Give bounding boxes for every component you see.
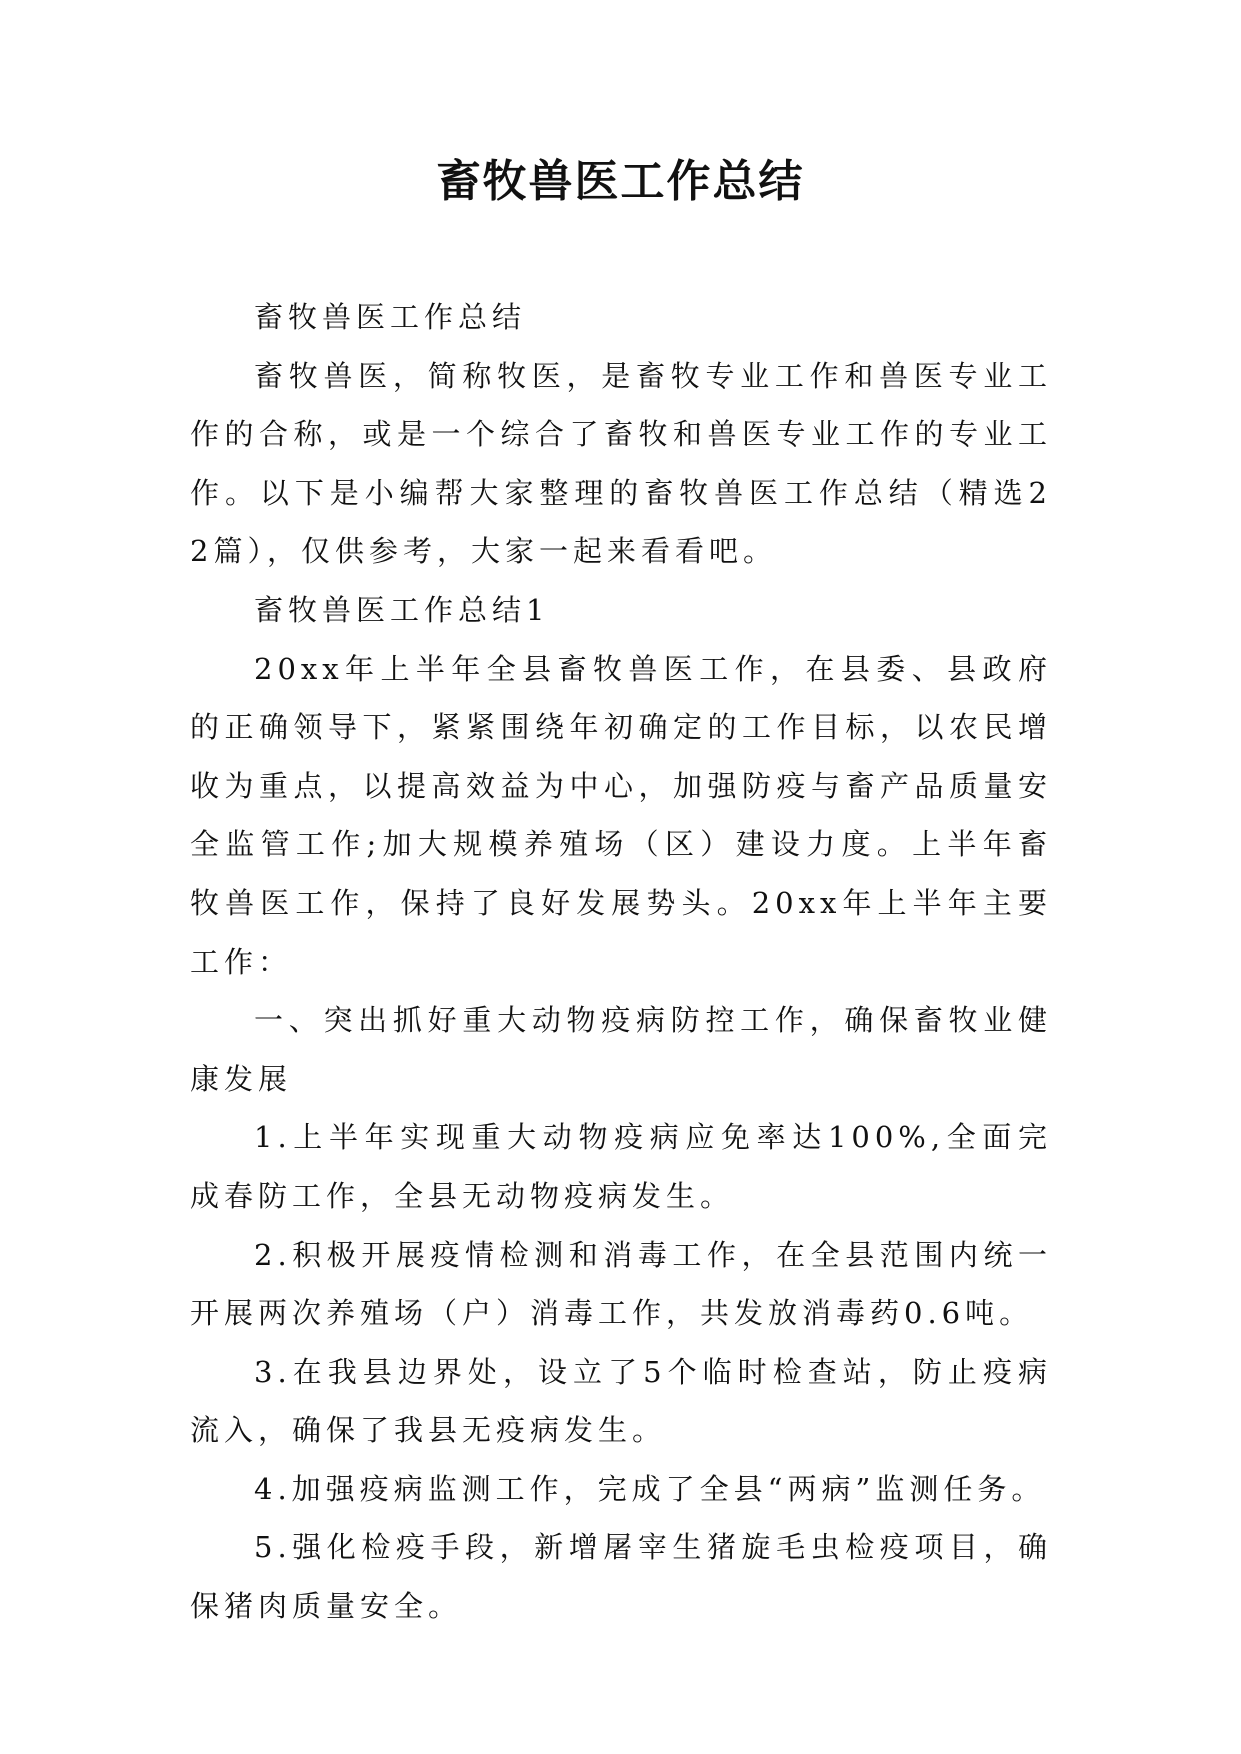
paragraph-item-3: 3.在我县边界处，设立了5个临时检查站，防止疫病流入，确保了我县无疫病发生。 xyxy=(190,1354,1052,1448)
paragraph-section-heading: 畜牧兽医工作总结1 xyxy=(254,592,550,627)
paragraph-item-5: 5.强化检疫手段，新增屠宰生猪旋毛虫检疫项目，确保猪肉质量安全。 xyxy=(190,1530,1052,1624)
paragraph-intro: 畜牧兽医，简称牧医，是畜牧专业工作和兽医专业工作的合称，或是一个综合了畜牧和兽医专业工作的专业工作。以下是小编帮大家整理的畜牧兽医工作总结（精选22篇），仅供参考，大家一起来看看吧。 xyxy=(190,358,1052,569)
paragraph-item-2: 2.积极开展疫情检测和消毒工作，在全县范围内统一开展两次养殖场（户）消毒工作，共发放消毒药0.6吨。 xyxy=(190,1237,1052,1331)
paragraph-item-1: 1.上半年实现重大动物疫病应免率达100%,全面完成春防工作，全县无动物疫病发生。 xyxy=(190,1120,1052,1213)
paragraph-heading-one: 一、突出抓好重大动物疫病防控工作，确保畜牧业健康发展 xyxy=(190,1003,1052,1096)
paragraph-subtitle: 畜牧兽医工作总结 xyxy=(254,300,527,334)
document-body xyxy=(190,288,1052,1636)
paragraph-overview: 20xx年上半年全县畜牧兽医工作，在县委、县政府的正确领导下，紧紧围绕年初确定的工作目标，以农民增收为重点，以提高效益为中心，加强防疫与畜产品质量安全监管工作;加大规模养殖场（区）建设力度。上半年畜牧兽医工作，保持了良好发展势头。20xx年上半年主要工作： xyxy=(190,651,1052,979)
paragraph-item-4: 4.加强疫病监测工作，完成了全县“两病”监测任务。 xyxy=(254,1471,1046,1506)
document-title: 畜牧兽医工作总结 xyxy=(436,156,805,207)
